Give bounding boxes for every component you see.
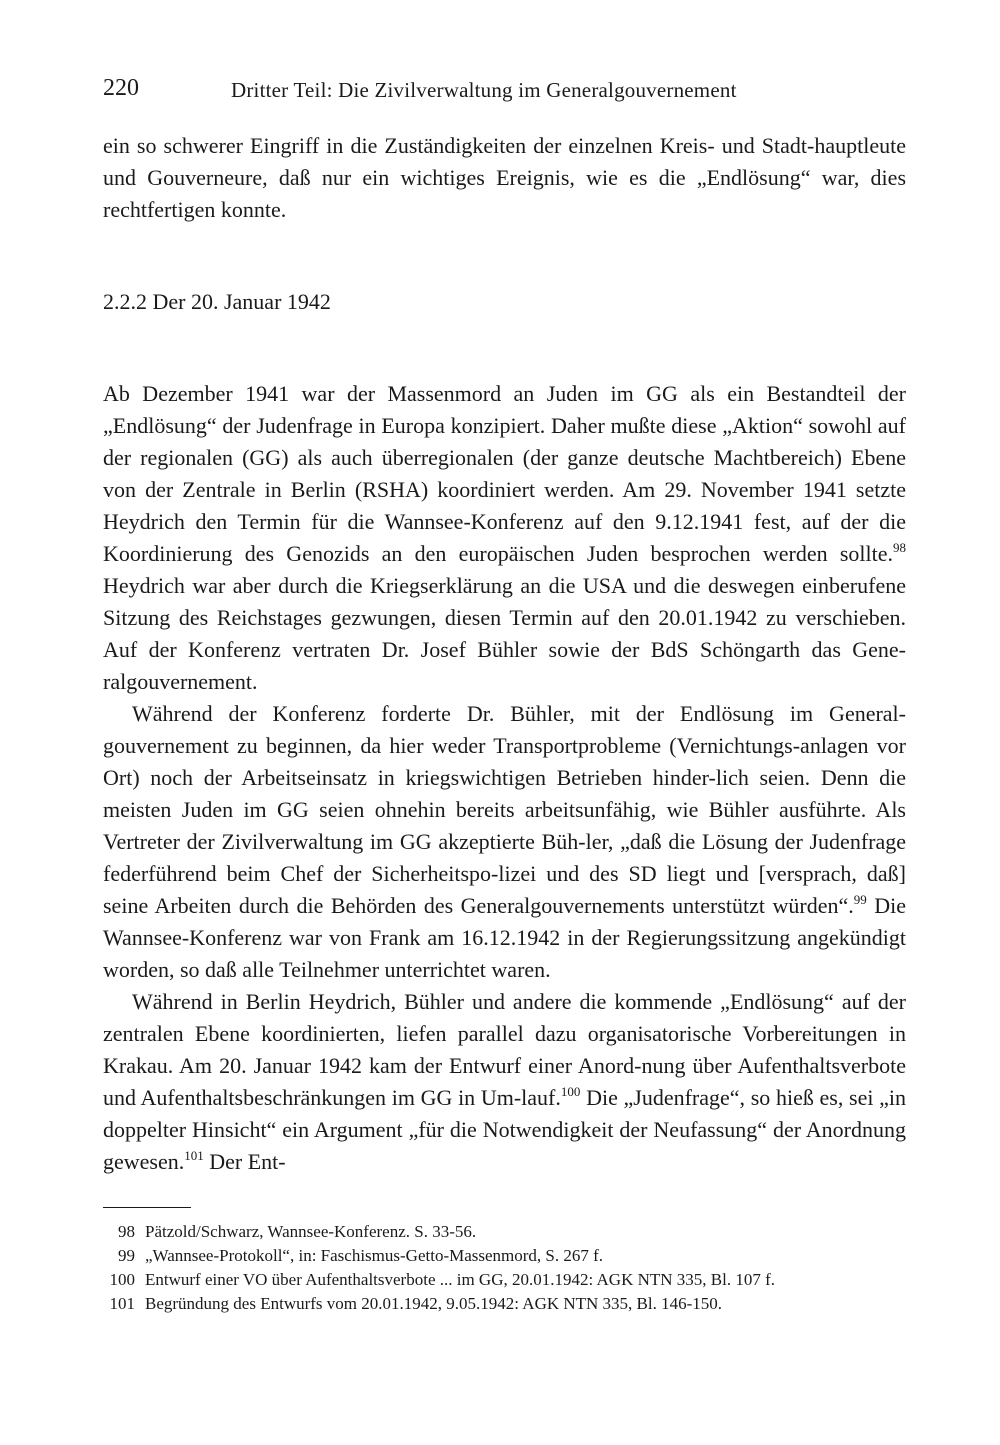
section-heading: 2.2.2 Der 20. Januar 1942 (103, 289, 331, 314)
footnote-text: Begründung des Entwurfs vom 20.01.1942, 9.05.1942: AGK NTN 335, Bl. 146-150. (145, 1294, 723, 1313)
footnote-number: 100 (109, 1270, 135, 1289)
paragraph-text: Der Ent- (203, 1149, 286, 1174)
footnote-number: 101 (109, 1294, 135, 1313)
paragraph (103, 698, 906, 986)
footnote-100 (103, 1268, 906, 1292)
footnote-ref-101[interactable]: 101 (184, 1148, 204, 1163)
paragraph-text: Während in Berlin Heydrich, Bühler und andere die kommende „Endlösung“ auf der zentralen Ebene koordinierten, liefen parallel dazu organisatorische Vorbereitungen in Krakau. Am 20. Januar 1942 kam der Entwurf einer Anord-nung über Aufenthaltsverbote und Aufenthaltsbeschränkungen im GG in Um-lauf. (103, 989, 906, 1110)
footnote-text: „Wannsee-Protokoll“, in: Faschismus-Getto-Massenmord, S. 267 f. (145, 1246, 604, 1265)
footnote-text: Pätzold/Schwarz, Wannsee-Konferenz. S. 33-56. (145, 1222, 477, 1241)
paragraph (103, 378, 906, 698)
footnote-99 (103, 1244, 906, 1268)
paragraph-text: Heydrich war aber durch die Kriegserklärung an die USA und die deswegen einberufene Sitzung des Reichstages gezwungen, diesen Termin auf den 20.01.1942 zu verschieben. Auf der Konferenz vertraten Dr. Josef Bühler sowie der BdS Schöngarth das Gene-ralgouvernement. (103, 573, 906, 694)
footnote-separator (103, 1207, 191, 1208)
footnote-text: Entwurf einer VO über Aufenthaltsverbote ... im GG, 20.01.1942: AGK NTN 335, Bl. 107 f. (145, 1270, 776, 1289)
page-number: 220 (103, 75, 139, 101)
paragraph-text: Während der Konferenz forderte Dr. Bühler, mit der Endlösung im General-gouvernement zu beginnen, da hier weder Transportprobleme (Vernichtungs-anlagen vor Ort) noch der Arbeitseinsatz in kriegswichtigen Betrieben hinder-lich seien. Denn die meisten Juden im GG seien ohnehin bereits arbeitsunfähig, wie Bühler ausführte. Als Vertreter der Zivilverwaltung im GG akzeptierte Büh-ler, „daß die Lösung der Judenfrage federführend beim Chef der Sicherheitspo-lizei und des SD liegt und [versprach, daß] seine Arbeiten durch die Behörden des Generalgouvernements unterstützt würden“. (103, 701, 906, 918)
footnote-98 (103, 1220, 906, 1244)
paragraph-text: Die Wannsee-Konferenz war von Frank am 16.12.1942 in der Regierungssitzung angekündigt worden, so daß alle Teilnehmer unterrichtet waren. (103, 893, 906, 982)
paragraph-text: Die „Judenfrage“, so hieß es, sei „in doppelter Hinsicht“ ein Argument „für die Notwendigkeit der Neufassung“ der Anordnung gewesen. (103, 1085, 906, 1174)
continued-paragraph: ein so schwerer Eingriff in die Zuständigkeiten der einzelnen Kreis- und Stadt-hauptleute und Gouverneure, daß nur ein wichtiges Ereignis, wie es die „Endlösung“ war, dies rechtfertigen konnte. (103, 133, 906, 222)
running-title: Dritter Teil: Die Zivilverwaltung im Generalgouvernement (231, 78, 737, 102)
footnote-101 (103, 1292, 906, 1316)
page-header (103, 74, 903, 102)
footnote-ref-99[interactable]: 99 (853, 892, 867, 907)
footnote-ref-98[interactable]: 98 (893, 540, 906, 555)
footnote-number: 99 (118, 1246, 135, 1265)
footnotes (103, 1220, 906, 1316)
footnote-number: 98 (118, 1222, 135, 1241)
paragraph-text: Ab Dezember 1941 war der Massenmord an Juden im GG als ein Bestandteil der „Endlösung“ der Judenfrage in Europa konzipiert. Daher mußte diese „Aktion“ sowohl auf der regionalen (GG) als auch überregionalen (der ganze deutsche Machtbereich) Ebene von der Zentrale in Berlin (RSHA) koordiniert werden. Am 29. November 1941 setzte Heydrich den Termin für die Wannsee-Konferenz auf den 9.12.1941 fest, auf der die Koordinierung des Genozids an den europäischen Juden besprochen werden sollte. (103, 381, 906, 566)
paragraph (103, 986, 906, 1178)
body-text (103, 130, 906, 1178)
footnote-ref-100[interactable]: 100 (560, 1084, 581, 1099)
